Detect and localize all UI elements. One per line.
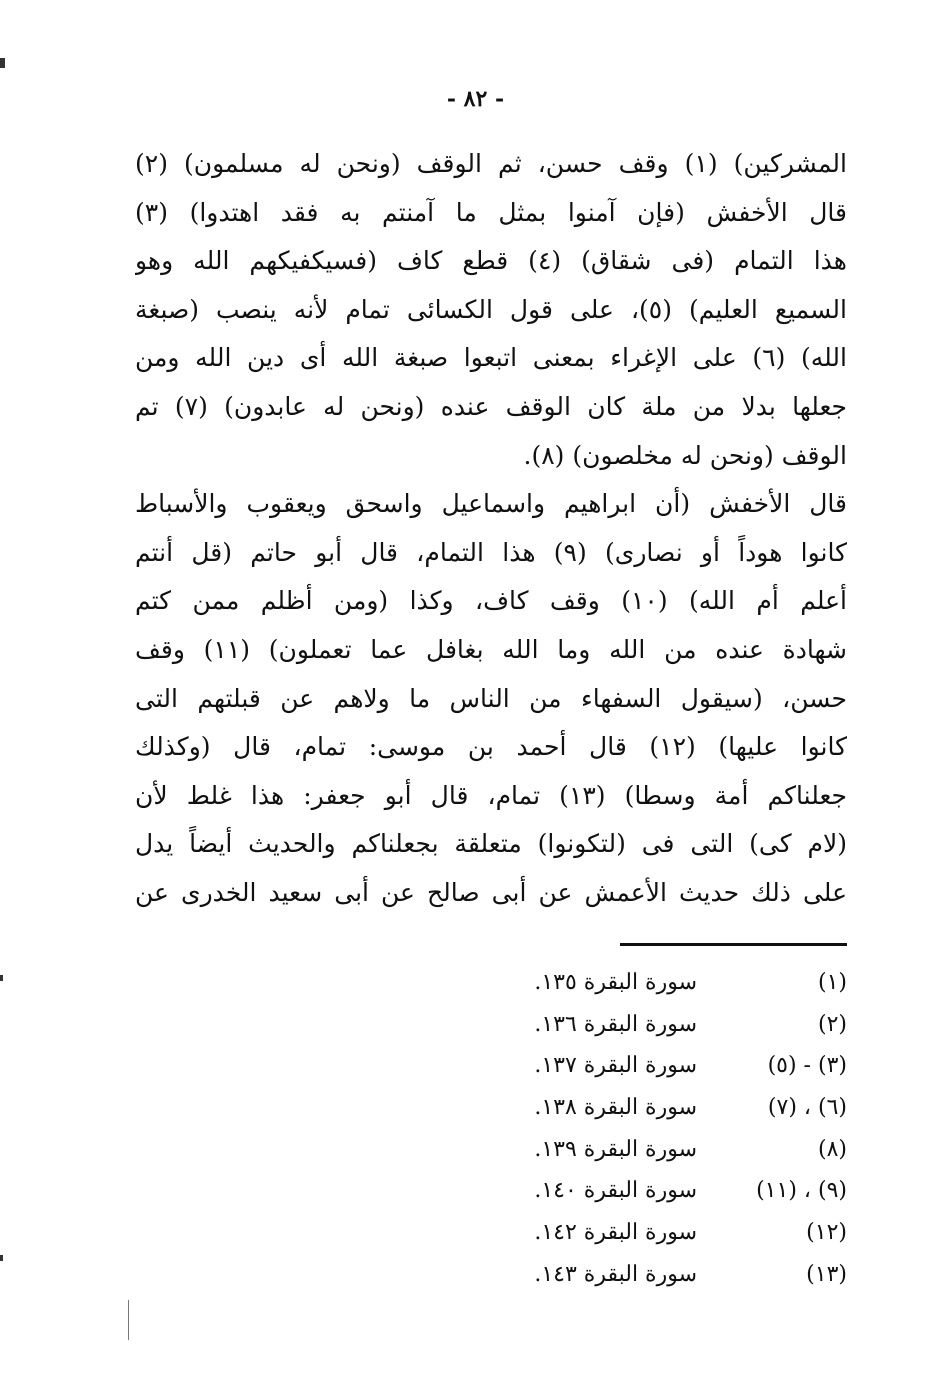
text-line: شهادة عنده من الله وما الله بغافل عما تعملون) (١١) وقف — [135, 634, 847, 664]
footnote-separator — [620, 943, 847, 946]
footnote-text: سورة البقرة ١٤٠. — [534, 1178, 697, 1204]
footnote — [490, 1129, 847, 1171]
text-line: جعلها بدلا من ملة كان الوقف عنده (ونحن له عابدون) (٧) تم — [135, 391, 847, 421]
text-line: قال الأخفش (أن ابراهيم واسماعيل واسحق ويعقوب والأسباط — [135, 489, 847, 519]
footnote-ref: (٢) — [817, 1011, 847, 1037]
footnote-text: سورة البقرة ١٣٨. — [534, 1095, 697, 1121]
text-line: على ذلك حديث الأعمش عن أبى صالح عن أبى سعيد الخدرى عن — [135, 877, 847, 907]
scan-edge-mark — [0, 975, 3, 981]
footnotes — [490, 962, 847, 1296]
footnote — [490, 962, 847, 1004]
text-line: هذا التمام (فى شقاق) (٤) قطع كاف (فسيكفيكهم الله وهو — [135, 246, 847, 276]
footnote-ref: (٩) ، (١١) — [756, 1178, 847, 1204]
footnote — [490, 1170, 847, 1212]
text-line: الوقف (ونحن له مخلصون) (٨). — [523, 440, 847, 470]
footnote — [490, 1254, 847, 1296]
footnote-ref: (٦) ، (٧) — [767, 1095, 847, 1121]
footnote-text: سورة البقرة ١٤٢. — [534, 1220, 697, 1246]
margin-tick — [128, 1300, 129, 1340]
text-line: الله) (٦) على الإغراء بمعنى اتبعوا صبغة الله أى دين الله ومن — [135, 343, 847, 373]
footnote — [490, 1212, 847, 1254]
footnote-ref: (١٣) — [806, 1261, 847, 1287]
footnote-text: سورة البقرة ١٤٣. — [534, 1261, 697, 1287]
text-line: (لام كى) التى فى (لتكونوا) متعلقة بجعلناكم والحديث أيضاً يدل — [135, 829, 847, 859]
scan-edge-mark — [0, 1255, 3, 1261]
text-line: كانوا هوداً أو نصارى) (٩) هذا التمام، قال أبو حاتم (قل أنتم — [135, 537, 847, 567]
text-line: حسن، (سيقول السفهاء من الناس ما ولاهم عن قبلتهم التى — [135, 683, 847, 713]
text-line: قال الأخفش (فإن آمنوا بمثل ما آمنتم به فقد اهتدوا) (٣) — [135, 197, 847, 227]
footnote-text: سورة البقرة ١٣٦. — [534, 1011, 697, 1037]
text-line: السميع العليم) (٥)، على قول الكسائى تمام لأنه ينصب (صبغة — [135, 294, 847, 324]
text-line: أعلم أم الله) (١٠) وقف كاف، وكذا (ومن أظلم ممن كتم — [135, 586, 847, 616]
footnote-ref: (٣) - (٥) — [767, 1053, 847, 1079]
footnote-text: سورة البقرة ١٣٧. — [534, 1053, 697, 1079]
footnote-ref: (١) — [817, 970, 847, 995]
text-line: المشركين) (١) وقف حسن، ثم الوقف (ونحن له مسلمون) (٢) — [135, 149, 847, 178]
footnote-text: سورة البقرة ١٣٩. — [534, 1136, 697, 1162]
footnote-ref: (١٢) — [806, 1220, 847, 1246]
footnote-text: سورة البقرة ١٣٥. — [534, 970, 697, 995]
page-number: - ٨٢ - — [446, 86, 505, 112]
body-text — [135, 140, 847, 918]
footnote-ref: (٨) — [817, 1136, 847, 1162]
footnote — [490, 1004, 847, 1046]
footnote — [490, 1087, 847, 1129]
scan-edge-mark — [0, 58, 5, 68]
text-line: كانوا عليها) (١٢) قال أحمد بن موسى: تمام، قال (وكذلك — [135, 732, 847, 762]
footnote — [490, 1045, 847, 1087]
text-line: جعلناكم أمة وسطا) (١٣) تمام، قال أبو جعفر: هذا غلط لأن — [135, 780, 847, 810]
